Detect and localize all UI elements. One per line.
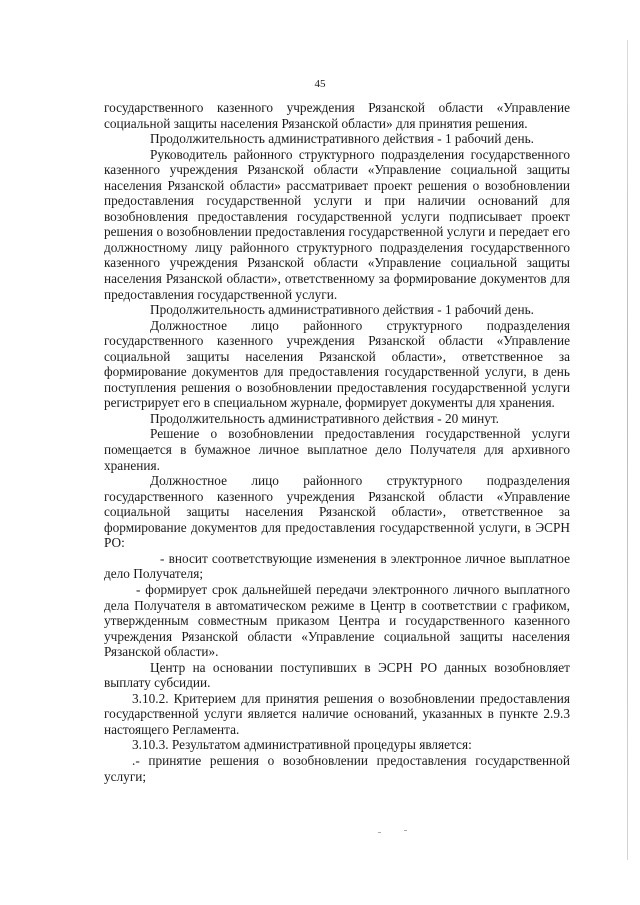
page-edge-shadow bbox=[627, 40, 628, 860]
scan-speck bbox=[404, 830, 407, 831]
page-number: 45 bbox=[314, 78, 326, 90]
paragraph: Продолжительность административного действия - 1 рабочий день. bbox=[150, 131, 534, 147]
scan-speck bbox=[378, 832, 381, 833]
paragraph: 3.10.2. Критерием для принятия решения о возобновлении предоставления государственной услуги является наличие оснований, указанных в пункте 2.9.3 настоящего Регламента. bbox=[104, 690, 570, 737]
list-item: .- принятие решения о возобновлении предоставления государственной услуги; bbox=[104, 752, 570, 784]
paragraph: Руководитель районного структурного подразделения государственного казенного учреждения Рязанской области «Управление социальной защиты населения Рязанской области» рассматривает проект решения о возобновлении предоставления государственной услуги и при наличии оснований для возобновления предоставления государственной услуги подписывает проект решения о возобновлении предоставления государственной услуги и передает его должностному лицу районного структурного подразделения государственного казенного учреждения Рязанской области «Управление социальной защиты населения Рязанской области», ответственному за формирование документов для предоставления государственной услуги. bbox=[104, 146, 570, 302]
paragraph: 3.10.3. Результатом административной процедуры является: bbox=[132, 737, 472, 753]
paragraph: Продолжительность административного действия - 20 минут. bbox=[150, 410, 500, 426]
paragraph: Должностное лицо районного структурного подразделения государственного казенного учреждения Рязанской области «Управление социальной защиты населения Рязанской области», ответственное за формирование документов для предоставления государственной услуги, в ЭСРН РО: bbox=[104, 473, 570, 551]
document-body bbox=[104, 100, 570, 784]
paragraph: государственного казенного учреждения Рязанской области «Управление социальной защиты населения Рязанской области» для принятия решения. bbox=[104, 100, 570, 131]
paragraph: Продолжительность административного действия - 1 рабочий день. bbox=[150, 302, 534, 318]
list-item: - формирует срок дальнейшей передачи электронного личного выплатного дела Получателя в автоматическом режиме в Центр в соответствии с графиком, утвержденным совместным приказом Центра и государственного казенного учреждения Рязанской области «Управление социальной защиты населения Рязанской области». bbox=[104, 581, 570, 660]
paragraph: Должностное лицо районного структурного подразделения государственного казенного учреждения Рязанской области «Управление социальной защиты населения Рязанской области», ответственное за формирование документов для предоставления государственной услуги, в день поступления решения о возобновлении предоставления государственной услуги регистрирует его в специальном журнале, формирует документы для хранения. bbox=[104, 317, 570, 411]
paragraph: Решение о возобновлении предоставления государственной услуги помещается в бумажное личное выплатное дело Получателя для архивного хранения. bbox=[104, 426, 570, 473]
list-item: - вносит соответствующие изменения в электронное личное выплатное дело Получателя; bbox=[104, 550, 570, 582]
paragraph: Центр на основании поступивших в ЭСРН РО данных возобновляет выплату субсидии. bbox=[104, 659, 570, 691]
